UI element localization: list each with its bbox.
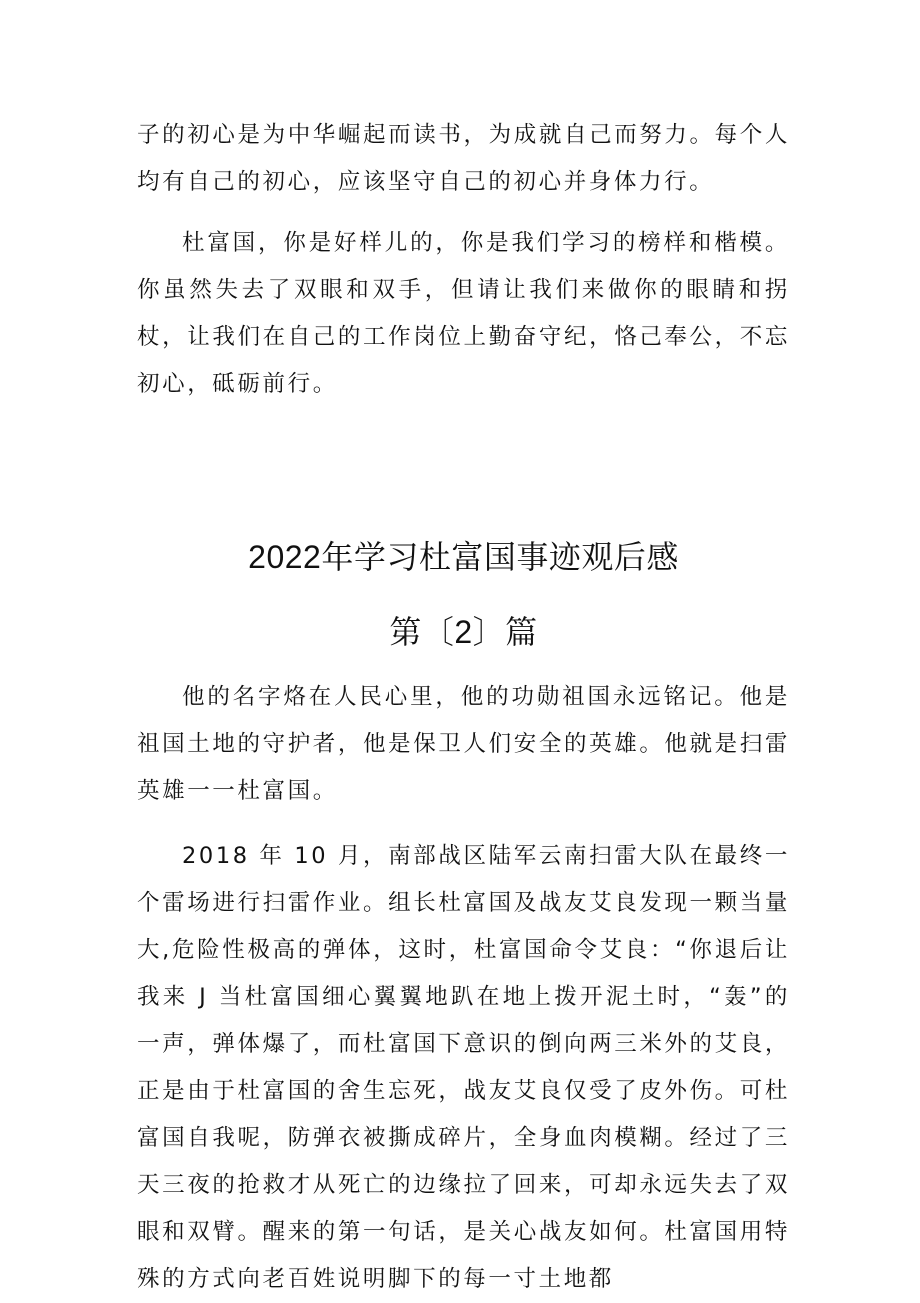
continued-paragraph-1: 子的初心是为中华崛起而读书，为成就自己而努力。每个人均有自己的初心，应该坚守自己的初心并身体力行。 [137,122,790,195]
article-paragraph-1: 他的名字烙在人民心里，他的功勋祖国永远铭记。他是祖国土地的守护者，他是保卫人们安全的英雄。他就是扫雷英雄一一杜富国。 [137,684,790,804]
document-subtitle: 第〔2〕篇 [389,614,538,650]
article-paragraph-2: 2018 年 10 月，南部战区陆军云南扫雷大队在最终一个雷场进行扫雷作业。组长杜富国及战友艾良发现一颗当量大,危险性极高的弹体，这时，杜富国命令艾良：“你退后让我来 J 当杜富国细心翼翼地趴在地上拨开泥土时，“轰”的一声，弹体爆了，而杜富国下意识的倒向两三米外的艾良，正是由于杜富国的舍生忘死，战友艾良仅受了皮外伤。可杜富国自我呢，防弹衣被撕成碎片，全身血肉模糊。经过了三天三夜的抢救才从死亡的边缘拉了回来，可却永远失去了双眼和双臂。醒来的第一句话，是关心战友如何。杜富国用特殊的方式向老百姓说明脚下的每一寸土地都 [137,843,790,1292]
document-page [137,112,790,1303]
continued-paragraph-2: 杜富国，你是好样儿的，你是我们学习的榜样和楷模。你虽然失去了双眼和双手，但请让我们来做你的眼睛和拐杖，让我们在自己的工作岗位上勤奋守纪，恪己奉公，不忘初心，砥砺前行。 [137,230,790,397]
document-title: 2022年学习杜富国事迹观后感 [248,539,679,575]
